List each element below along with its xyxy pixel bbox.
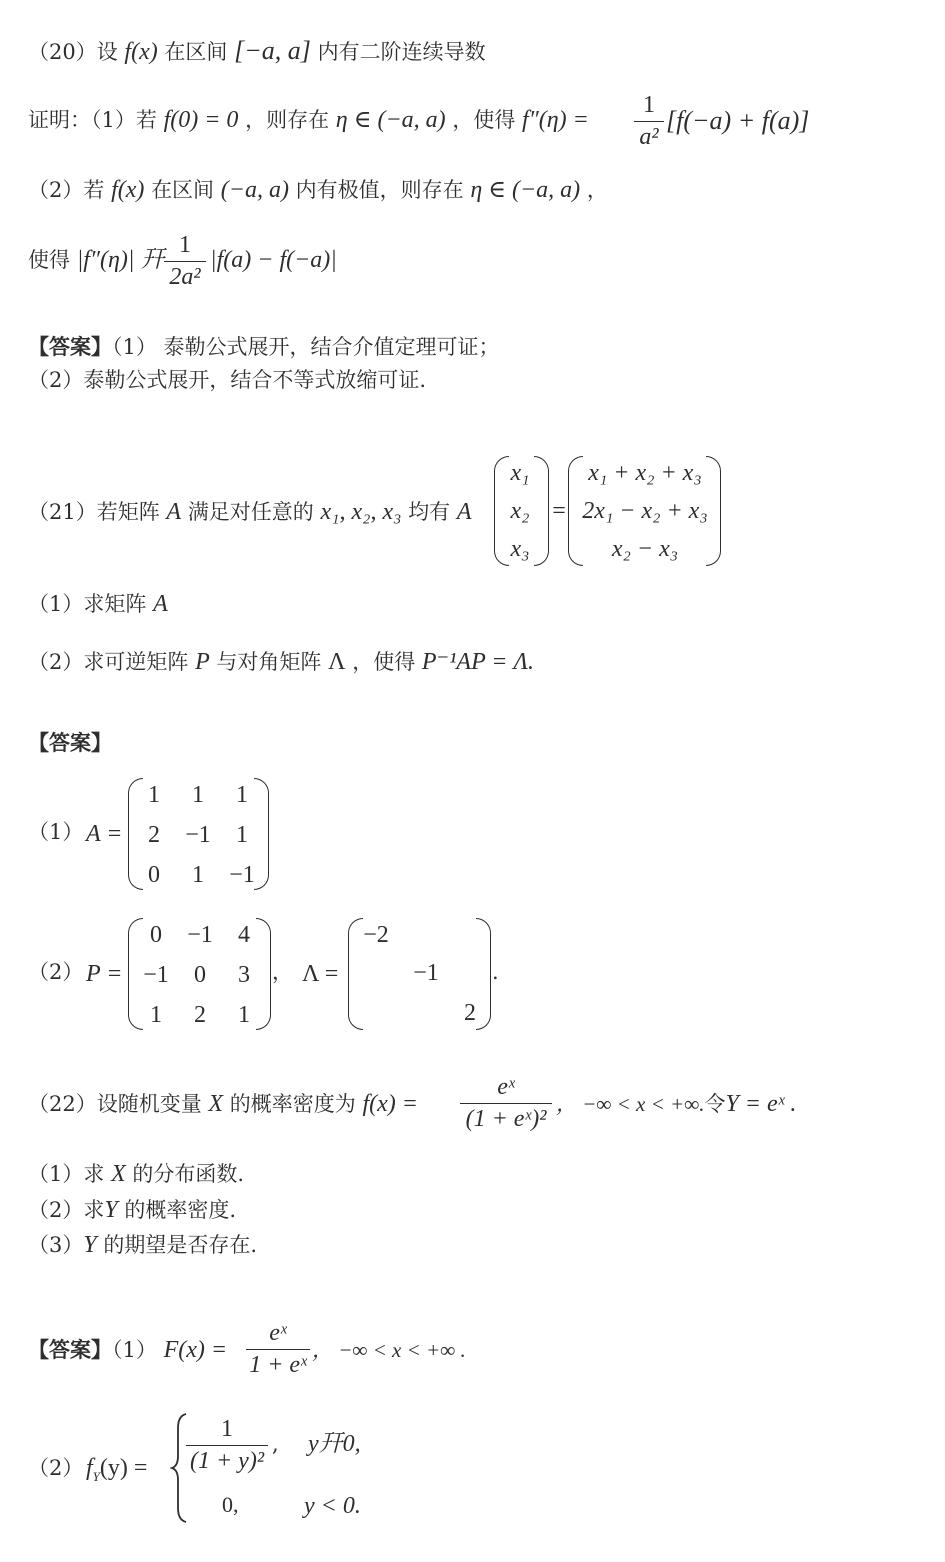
q22-stem-range: ， −∞ < x < +∞.	[556, 1092, 705, 1116]
q22-ans1-range: ， −∞ < x < +∞ .	[312, 1338, 466, 1362]
q21-A-matrix-cell: 1	[236, 782, 248, 808]
q22-ans2-fy	[86, 1456, 147, 1483]
q20-answer-2: （2）泰勒公式展开，结合不等式放缩可证.	[28, 368, 427, 392]
q21-ans1-label: （1）	[28, 820, 84, 844]
q21-part2-P: P	[195, 649, 210, 675]
q21-A-matrix-cell: 2	[148, 822, 160, 848]
q21-vec-x2: x₂	[510, 498, 530, 524]
fraction-bar	[246, 1349, 310, 1350]
q20-proof-rhs: [f(−a) + f(a)]	[666, 106, 810, 135]
q21-P-matrix-cell: 1	[150, 1002, 162, 1028]
q20-part2-fraction	[164, 232, 206, 291]
q22-part2-text: （2）求	[28, 1198, 105, 1222]
q21-P-matrix-cell: 0	[150, 922, 162, 948]
fraction-bar	[634, 121, 664, 122]
q22-ans2-label: （2）	[28, 1456, 84, 1480]
q20-stem-f: f(x)	[124, 39, 158, 65]
q22-part1-text: （1）求	[28, 1162, 105, 1186]
q21-part1	[28, 592, 168, 616]
q22-stem-tail	[556, 1092, 796, 1116]
q22-case1-fraction	[186, 1416, 268, 1475]
q20-answer-line1	[28, 336, 500, 358]
q22-case2-val: 0,	[222, 1492, 239, 1517]
q21-P-matrix-cell: 4	[238, 922, 250, 948]
q21-answer-label: 【答案】	[28, 730, 112, 755]
q21-part1-A: A	[153, 591, 168, 617]
q20-stem	[28, 38, 486, 64]
q20-part2-frac-den: 2a²	[169, 264, 201, 290]
q20-proof-fraction	[634, 92, 664, 151]
q21-rhs-row3: x₂ − x₃	[611, 536, 679, 562]
q22-stem-let: 令	[704, 1092, 726, 1116]
q21-P-matrix-cell: −1	[187, 922, 213, 948]
q21-part2-post: ，使得	[352, 650, 416, 674]
q21-ans2-comma: ，	[272, 960, 293, 984]
q21-part1-text: （1）求矩阵	[28, 592, 147, 616]
q20-proof-pre: 证明：（1）若	[28, 108, 157, 132]
q20-proof-eta: η ∈ (−a, a)	[335, 107, 446, 133]
q22-ans1-den: 1 + eˣ	[249, 1352, 307, 1378]
q20-proof-frac-den: a²	[639, 124, 659, 150]
q20-stem-mid: 在区间	[164, 40, 228, 64]
q22-part3-post: 的期望是否存在.	[103, 1233, 258, 1257]
q22-ans1-fraction	[246, 1320, 310, 1379]
q22-answer-line1	[28, 1338, 227, 1362]
q20-proof-mid: ，则存在	[245, 108, 330, 132]
q22-stem-fraction	[460, 1074, 552, 1133]
q20-part2-eta: η ∈ (−a, a)	[470, 177, 581, 203]
q20-part2-line2-rhs: |f(a) − f(−a)|	[210, 247, 337, 273]
q22-ans2-arg: (y) =	[99, 1455, 148, 1481]
q21-equals: =	[552, 498, 566, 524]
q22-ans1-F: F(x) =	[163, 1337, 228, 1363]
q21-rhs-row2: 2x₁ − x₂ + x₃	[582, 498, 708, 524]
q22-answer-label: 【答案】	[28, 1337, 112, 1362]
q21-stem-mid: 满足对任意的	[187, 500, 314, 524]
q21-P-matrix-cell: 0	[194, 962, 206, 988]
q21-part2	[28, 650, 534, 674]
q22-ans2-f: f	[86, 1455, 93, 1481]
q22-case2-cond: y < 0.	[304, 1493, 361, 1519]
q20-proof-lhs: f″(η) =	[522, 107, 589, 133]
q21-P-matrix-cell: −1	[143, 962, 169, 988]
q21-ans2-label: （2）	[28, 960, 84, 984]
q21-A-matrix-cell: 0	[148, 862, 160, 888]
q22-stem-pre: （22）设随机变量	[28, 1092, 202, 1116]
q20-stem-interval: [−a, a]	[234, 36, 311, 65]
q20-part2-line	[28, 178, 608, 202]
q22-stem-den: (1 + eˣ)²	[465, 1106, 547, 1132]
q22-stem-Y: Y = eˣ .	[725, 1091, 797, 1117]
q21-part2-L: Λ	[328, 649, 346, 675]
q20-proof-frac-num: 1	[643, 92, 655, 118]
q20-part2-line2-abs: |f″(η)| 幵	[76, 247, 165, 273]
q21-stem-A2: A	[456, 499, 472, 525]
q21-A-matrix-cell: 1	[148, 782, 160, 808]
q21-ans2-L: Λ =	[302, 961, 339, 987]
q21-vec-x3: x₃	[510, 536, 530, 562]
q22-part2	[28, 1198, 236, 1222]
q21-stem-A: A	[166, 499, 182, 525]
q21-part2-eq: P⁻¹AP = Λ.	[421, 649, 534, 675]
q21-A-matrix-cell: 1	[192, 782, 204, 808]
q22-part1	[28, 1162, 244, 1186]
q20-part2-line2	[28, 248, 164, 272]
q20-part2-mid2: 内有极值，则存在	[295, 178, 464, 202]
q20-part2-f: f(x)	[111, 177, 145, 203]
q21-A-matrix-cell: 1	[236, 822, 248, 848]
q21-L-d1: −2	[363, 922, 389, 948]
q22-ans2-sub: Y	[92, 1468, 100, 1484]
q21-part2-text: （2）求可逆矩阵	[28, 650, 189, 674]
q21-ans2-P: P =	[86, 961, 123, 987]
q21-stem-post: 均有	[408, 500, 451, 524]
q21-P-matrix-cell: 2	[194, 1002, 206, 1028]
q22-stem-mid: 的概率密度为	[229, 1092, 356, 1116]
q21-rhs-row1: x₁ + x₂ + x₃	[588, 460, 702, 486]
q22-case1-comma: ,	[272, 1432, 279, 1456]
q21-A-matrix-cell: −1	[185, 822, 211, 848]
q21-P-matrix-cell: 3	[238, 962, 250, 988]
q22-part2-post: 的概率密度.	[124, 1198, 237, 1222]
fraction-bar	[186, 1445, 268, 1446]
q21-stem-pre: （21）若矩阵	[28, 500, 160, 524]
q21-L-d2: −1	[413, 960, 439, 986]
q20-part2-mid: 在区间	[151, 178, 215, 202]
q20-answer-label: 【答案】	[28, 334, 112, 359]
q22-stem-X: X	[208, 1091, 224, 1117]
q21-ans1-A: A =	[86, 821, 123, 847]
q20-part2-interval: (−a, a)	[220, 177, 289, 203]
q22-ans1-label: （1）	[112, 1338, 157, 1362]
q21-P-matrix-cell: 1	[238, 1002, 250, 1028]
q20-stem-post: 内有二阶连续导数	[317, 40, 486, 64]
q21-L-d3: 2	[464, 1000, 476, 1026]
q22-stem-num: eˣ	[497, 1074, 515, 1100]
fraction-bar	[164, 261, 206, 262]
q22-part3	[28, 1233, 257, 1257]
q22-part3-text: （3）	[28, 1233, 84, 1257]
q21-vec-x1: x₁	[510, 460, 530, 486]
q22-case1-num: 1	[221, 1416, 233, 1442]
q22-ans1-num: eˣ	[269, 1320, 287, 1346]
q20-answer-1: （1） 泰勒公式展开，结合介值定理可证；	[112, 335, 500, 359]
q20-part2-pre: （2）若	[28, 178, 105, 202]
q21-stem-vars: x₁, x₂, x₃	[320, 499, 402, 525]
q22-part1-post: 的分布函数.	[132, 1162, 245, 1186]
q20-proof-cond: f(0) = 0	[163, 107, 239, 133]
q21-A-matrix-cell: −1	[229, 862, 255, 888]
q20-stem-pre: （20）设	[28, 40, 118, 64]
q21-part2-mid: 与对角矩阵	[216, 650, 322, 674]
q22-case1-cond: y幵0,	[308, 1431, 361, 1457]
q21-A-matrix-cell: 1	[192, 862, 204, 888]
q20-proof-line	[28, 108, 589, 132]
q22-part3-Y: Y	[83, 1232, 97, 1258]
q21-ans2-end: .	[492, 960, 499, 984]
q22-case1-den: (1 + y)²	[189, 1448, 265, 1474]
q20-proof-post: ，使得	[452, 108, 516, 132]
q22-part1-X: X	[111, 1161, 126, 1187]
q20-part2-frac-num: 1	[179, 232, 191, 258]
q20-part2-post: ，	[586, 178, 608, 202]
fraction-bar	[460, 1103, 552, 1104]
q21-rhs-right-paren	[706, 456, 721, 566]
q20-part2-line2-pre: 使得	[28, 248, 70, 272]
q21-vec-right-paren	[534, 456, 549, 566]
q22-stem	[28, 1092, 418, 1116]
q22-stem-f: f(x) =	[362, 1091, 418, 1117]
q22-part2-Y: Y	[104, 1197, 118, 1223]
q21-stem	[28, 500, 472, 524]
